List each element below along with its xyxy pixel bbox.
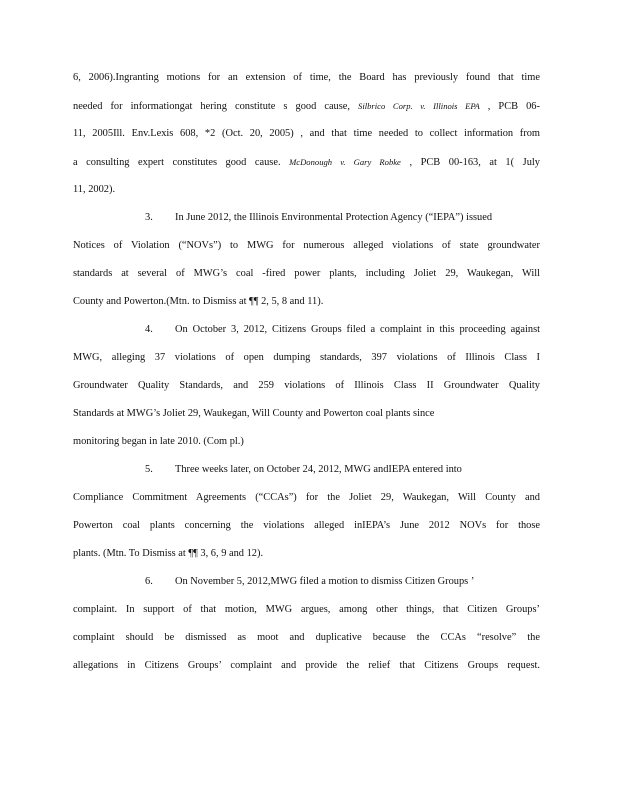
case-citation: McDonough v. Gary Robke <box>289 157 401 167</box>
text-line: monitoring began in late 2010. (Com pl.) <box>73 436 244 447</box>
text-line: 11, 2002). <box>73 184 116 195</box>
paragraph-5 <box>73 456 540 568</box>
text-line: plants. (Mtn. To Dismiss at ¶¶ 3, 6, 9 and 12). <box>73 548 264 559</box>
text-line: complaint. In support of that motion, MWG argues, among other things, that Citizen Groups’ <box>73 604 540 615</box>
case-citation: Silbrico Corp. v. Illinois EPA <box>358 101 480 111</box>
text-line: 4. On October 3, 2012, Citizens Groups filed a complaint in this proceeding against <box>73 316 540 344</box>
text-line: Notices of Violation (“NOVs”) to MWG for numerous alleged violations of state groundwater <box>73 240 540 251</box>
paragraph-number: 6. <box>145 576 153 587</box>
text-line: complaint should be dismissed as moot and duplicative because the CCAs “resolve” the <box>73 632 540 643</box>
text-line: Groundwater Quality Standards, and 259 violations of Illinois Class II Groundwater Quality <box>73 380 540 391</box>
paragraph-number: 5. <box>145 464 153 475</box>
paragraph-number: 3. <box>145 212 153 223</box>
paragraph-4 <box>73 316 540 456</box>
text-line: standards at several of MWG’s coal -fired power plants, including Joliet 29, Waukegan, Will <box>73 268 540 279</box>
text-line: MWG, alleging 37 violations of open dumping standards, 397 violations of Illinois Class I <box>73 352 540 363</box>
text-line: Standards at MWG’s Joliet 29, Waukegan, Will County and Powerton coal plants since <box>73 408 435 419</box>
text-line: 6, 2006).Ingranting motions for an extension of time, the Board has previously found that time <box>73 72 540 83</box>
text-line: 5. Three weeks later, on October 24, 2012, MWG andIEPA entered into <box>73 456 540 484</box>
text-line: needed for informationgat hering constitute s good cause, Silbrico Corp. v. Illinois EPA , PCB 06- <box>73 101 540 112</box>
text-line: a consulting expert constitutes good cause. McDonough v. Gary Robke , PCB 00-163, at 1( July <box>73 157 540 168</box>
paragraph-6 <box>73 568 540 680</box>
paragraph-number: 4. <box>145 324 153 335</box>
text-line: 6. On November 5, 2012,MWG filed a motion to dismiss Citizen Groups ’ <box>73 568 540 596</box>
text-line: Compliance Commitment Agreements (“CCAs”) for the Joliet 29, Waukegan, Will County and <box>73 492 540 503</box>
text-line: allegations in Citizens Groups’ complaint and provide the relief that Citizens Groups request. <box>73 660 540 671</box>
text-line: Powerton coal plants concerning the violations alleged inIEPA’s June 2012 NOVs for those <box>73 520 540 531</box>
paragraph-3 <box>73 204 540 316</box>
paragraph-continuation <box>73 64 540 204</box>
text-line: 3. In June 2012, the Illinois Environmental Protection Agency (“IEPA”) issued <box>73 204 540 232</box>
text-line: 11, 2005Ill. Env.Lexis 608, *2 (Oct. 20, 2005) , and that time needed to collect information from <box>73 128 540 139</box>
text-line: County and Powerton.(Mtn. to Dismiss at ¶¶ 2, 5, 8 and 11). <box>73 296 324 307</box>
